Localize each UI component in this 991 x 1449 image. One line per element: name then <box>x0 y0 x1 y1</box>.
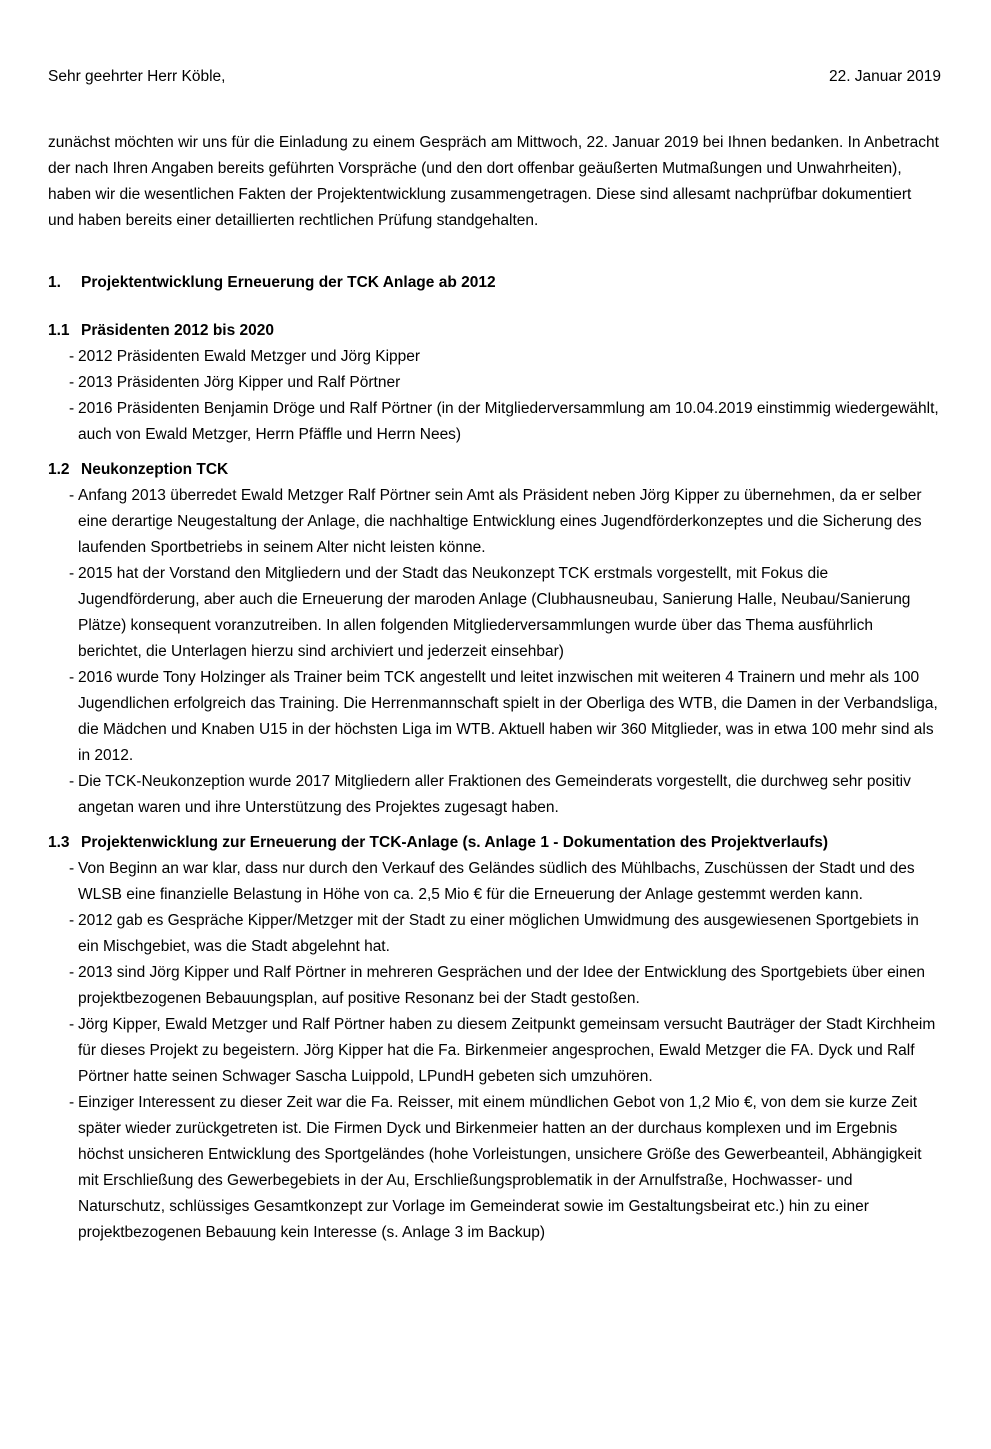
subsection-list <box>48 318 941 1246</box>
letter-header <box>48 64 941 90</box>
subsection-number: 1.3 <box>48 834 70 851</box>
bullet-item: - Jörg Kipper, Ewald Metzger und Ralf Pörtner haben zu diesem Zeitpunkt gemeinsam versucht Bauträger der Stadt Kirchheim für dieses Projekt zu begeistern. Jörg Kipper hat die Fa. Birkenmeier angesprochen, Ewald Metzger die FA. Dyck und Ralf Pörtner hatte seinen Schwager Sascha Luippold, LPundH gebeten sich umzuhören. <box>48 1012 941 1090</box>
intro-paragraph: zunächst möchten wir uns für die Einladung zu einem Gespräch am Mittwoch, 22. Januar 2019 bei Ihnen bedanken. In Anbetracht der nach Ihren Angaben bereits geführten Vorspräche (und den dort offenbar geäußerten Mutmaßungen und Unwahrheiten), haben wir die wesentlichen Fakten der Projektentwicklung zusammengetragen. Diese sind allesamt nachprüfbar dokumentiert und haben bereits einer detaillierten rechtlichen Prüfung standgehalten. <box>48 134 939 229</box>
section-title: Projektentwicklung Erneuerung der TCK Anlage ab 2012 <box>81 274 496 291</box>
bullet-item: - 2015 hat der Vorstand den Mitgliedern und der Stadt das Neukonzept TCK erstmals vorgestellt, mit Fokus die Jugendförderung, aber auch die Erneuerung der maroden Anlage (Clubhausneubau, Sanierung Halle, Neubau/Sanierung Plätze) konsequent voranzutreiben. In allen folgenden Mitgliederversammlungen wurde über das Thema ausführlich berichtet, die Unterlagen hierzu sind archiviert und jederzeit einsehbar) <box>48 561 941 665</box>
bullet-item: - 2016 Präsidenten Benjamin Dröge und Ralf Pörtner (in der Mitgliederversammlung am 10.04.2019 einstimmig wiedergewählt, auch von Ewald Metzger, Herrn Pfäffle und Herrn Nees) <box>48 396 941 448</box>
subsection-heading <box>48 457 941 483</box>
bullet-list <box>48 344 941 448</box>
subsection-title: Neukonzeption TCK <box>81 461 229 478</box>
letter-date: 22. Januar 2019 <box>828 68 941 85</box>
subsection <box>48 318 941 448</box>
bullet-item: - 2013 Präsidenten Jörg Kipper und Ralf Pörtner <box>48 370 941 396</box>
bullet-item: - 2013 sind Jörg Kipper und Ralf Pörtner in mehreren Gesprächen und der Idee der Entwicklung des Sportgebiets über einen projektbezogenen Bebauungsplan, auf positive Resonanz bei der Stadt gestoßen. <box>48 960 941 1012</box>
bullet-item: - 2012 Präsidenten Ewald Metzger und Jörg Kipper <box>48 344 941 370</box>
subsection-title: Projektenwicklung zur Erneuerung der TCK-Anlage (s. Anlage 1 - Dokumentation des Projektverlaufs) <box>81 834 829 851</box>
subsection-heading <box>48 830 941 856</box>
subsection-heading <box>48 318 941 344</box>
bullet-list <box>48 856 941 1246</box>
subsection-number: 1.1 <box>48 322 70 339</box>
greeting: Sehr geehrter Herr Köble, <box>48 68 226 85</box>
bullet-item: - Anfang 2013 überredet Ewald Metzger Ralf Pörtner sein Amt als Präsident neben Jörg Kipper zu übernehmen, da er selber eine derartige Neugestaltung der Anlage, die nachhaltige Entwicklung eines Jugendförderkonzeptes und die Sicherung des laufenden Sportbetriebs in seinem Alter nicht leisten könne. <box>48 483 941 561</box>
bullet-item: - 2016 wurde Tony Holzinger als Trainer beim TCK angestellt und leitet inzwischen mit weiteren 4 Trainern und mehr als 100 Jugendlichen erfolgreich das Training. Die Herrenmannschaft spielt in der Oberliga des WTB, die Damen in der Verbandsliga, die Mädchen und Knaben U15 in der höchsten Liga im WTB. Aktuell haben wir 360 Mitglieder, was in etwa 100 mehr sind als in 2012. <box>48 665 941 769</box>
bullet-list <box>48 483 941 821</box>
subsection-title: Präsidenten 2012 bis 2020 <box>81 322 275 339</box>
bullet-item: - 2012 gab es Gespräche Kipper/Metzger mit der Stadt zu einer möglichen Umwidmung des ausgewiesenen Sportgebiets in ein Mischgebiet, was die Stadt abgelehnt hat. <box>48 908 941 960</box>
bullet-item: - Einziger Interessent zu dieser Zeit war die Fa. Reisser, mit einem mündlichen Gebot von 1,2 Mio €, von dem sie kurze Zeit später wieder zurückgetreten ist. Die Firmen Dyck und Birkenmeier hatten an der durchaus komplexen und im Ergebnis höchst unsicheren Entwicklung des Sportgeländes (hohe Vorleistungen, unsichere Größe des Gewerbeanteil, Abhängigkeit mit Erschließung des Gewerbegebiets in der Au, Erschließungsproblematik in der Arnulfstraße, Hochwasser- und Naturschutz, schlüssiges Gesamtkonzept zur Vorlage im Gemeinderat sowie im Gestaltungsbeirat etc.) hin zu einer projektbezogenen Bebauung kein Interesse (s. Anlage 3 im Backup) <box>48 1090 941 1246</box>
subsection <box>48 457 941 821</box>
bullet-item: - Von Beginn an war klar, dass nur durch den Verkauf des Geländes südlich des Mühlbachs, Zuschüssen der Stadt und des WLSB eine finanzielle Belastung in Höhe von ca. 2,5 Mio € für die Erneuerung der Anlage gestemmt werden kann. <box>48 856 941 908</box>
section-1-heading <box>48 270 941 296</box>
subsection <box>48 830 941 1246</box>
section-number: 1. <box>48 274 61 291</box>
bullet-item: - Die TCK-Neukonzeption wurde 2017 Mitgliedern aller Fraktionen des Gemeinderats vorgestellt, die durchweg sehr positiv angetan waren und ihre Unterstützung des Projektes zugesagt haben. <box>48 769 941 821</box>
subsection-number: 1.2 <box>48 461 70 478</box>
